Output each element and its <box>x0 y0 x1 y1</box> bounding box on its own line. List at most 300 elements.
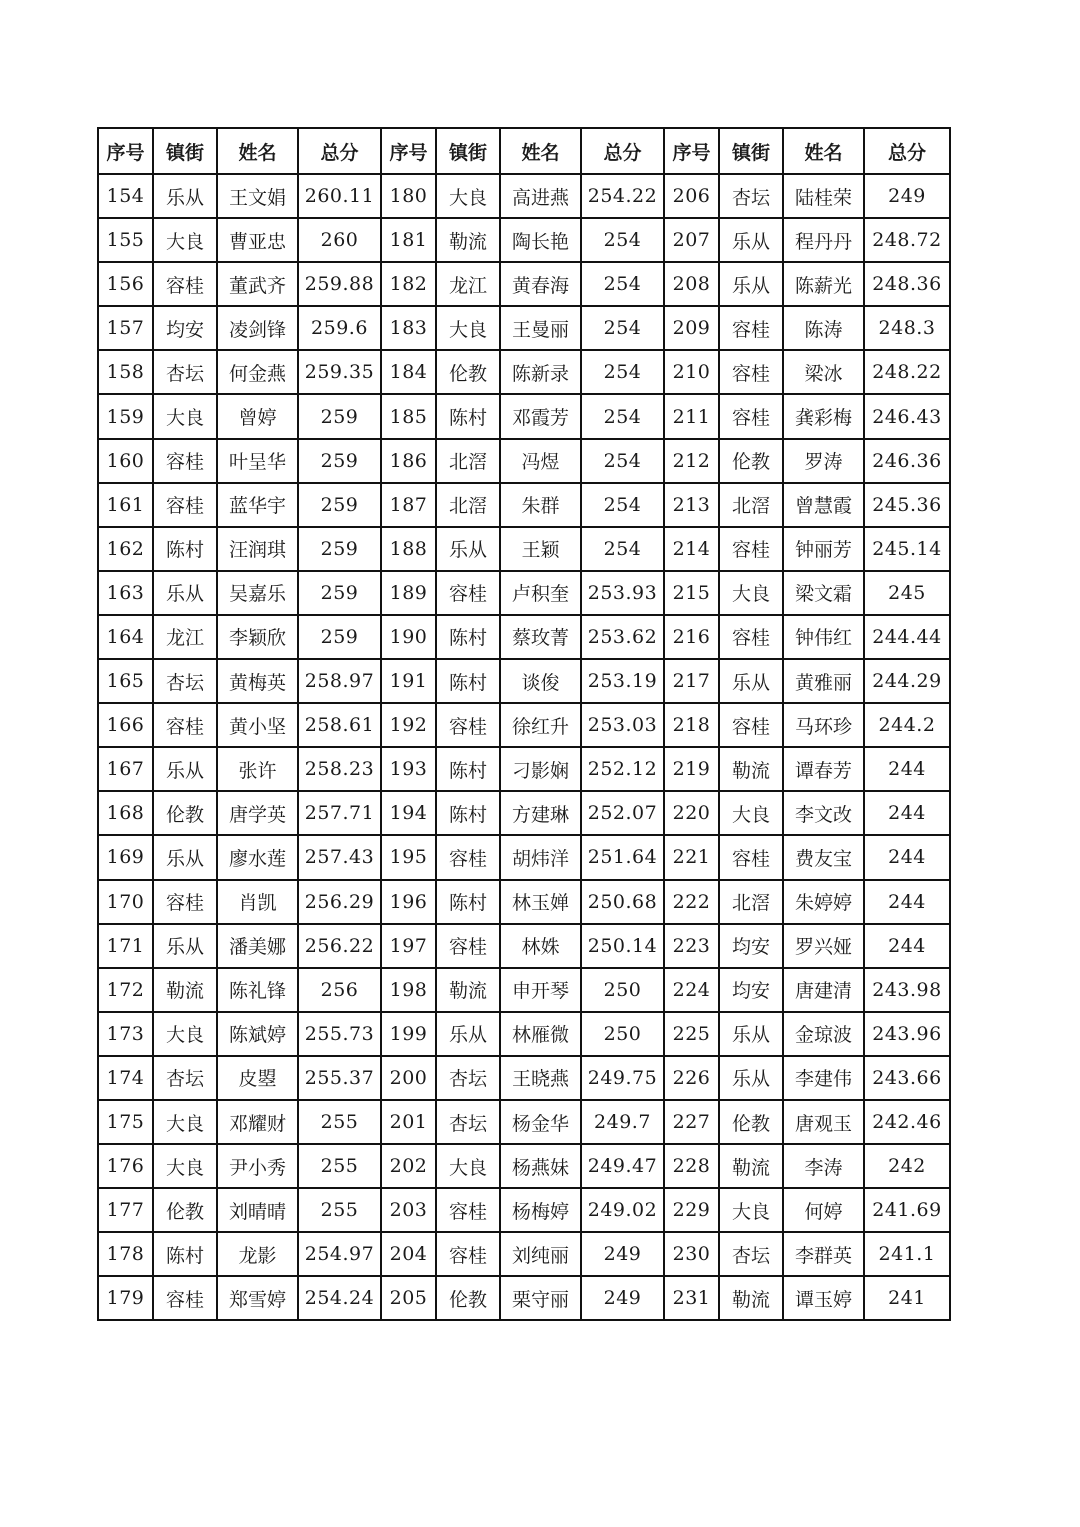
cell-seq: 221 <box>664 835 719 879</box>
table-row <box>98 394 950 438</box>
table-row <box>98 968 950 1012</box>
cell-name: 李文改 <box>783 791 864 835</box>
cell-seq: 208 <box>664 262 719 306</box>
cell-seq: 190 <box>381 615 436 659</box>
cell-seq: 179 <box>98 1276 153 1320</box>
cell-seq: 211 <box>664 394 719 438</box>
header-seq: 序号 <box>664 128 719 174</box>
cell-name: 申开琴 <box>500 968 581 1012</box>
cell-name: 曹亚忠 <box>217 218 298 262</box>
table-row <box>98 1100 950 1144</box>
cell-seq: 166 <box>98 703 153 747</box>
table-header <box>98 128 950 174</box>
header-name: 姓名 <box>217 128 298 174</box>
cell-score: 252.07 <box>581 791 664 835</box>
cell-name: 黄春海 <box>500 262 581 306</box>
cell-score: 259 <box>298 439 381 483</box>
cell-seq: 204 <box>381 1232 436 1276</box>
cell-score: 256.29 <box>298 880 381 924</box>
cell-name: 凌剑锋 <box>217 306 298 350</box>
cell-town: 陈村 <box>436 659 500 703</box>
cell-seq: 169 <box>98 835 153 879</box>
cell-name: 方建琳 <box>500 791 581 835</box>
cell-name: 林姝 <box>500 924 581 968</box>
cell-score: 243.66 <box>864 1056 950 1100</box>
cell-seq: 159 <box>98 394 153 438</box>
cell-seq: 175 <box>98 1100 153 1144</box>
cell-name: 汪润琪 <box>217 527 298 571</box>
cell-name: 唐观玉 <box>783 1100 864 1144</box>
cell-score: 253.62 <box>581 615 664 659</box>
cell-seq: 176 <box>98 1144 153 1188</box>
cell-score: 244 <box>864 924 950 968</box>
cell-score: 249.75 <box>581 1056 664 1100</box>
table-row <box>98 571 950 615</box>
cell-town: 北滘 <box>436 483 500 527</box>
cell-seq: 231 <box>664 1276 719 1320</box>
cell-seq: 224 <box>664 968 719 1012</box>
cell-town: 容桂 <box>719 703 783 747</box>
cell-seq: 171 <box>98 924 153 968</box>
table-row <box>98 615 950 659</box>
cell-seq: 167 <box>98 747 153 791</box>
cell-seq: 196 <box>381 880 436 924</box>
cell-score: 257.43 <box>298 835 381 879</box>
cell-name: 陈斌婷 <box>217 1012 298 1056</box>
table-row <box>98 1056 950 1100</box>
table-body <box>98 174 950 1320</box>
cell-score: 253.93 <box>581 571 664 615</box>
cell-town: 容桂 <box>436 1232 500 1276</box>
cell-score: 254 <box>581 483 664 527</box>
cell-name: 王颖 <box>500 527 581 571</box>
cell-name: 钟丽芳 <box>783 527 864 571</box>
cell-seq: 182 <box>381 262 436 306</box>
cell-town: 容桂 <box>436 835 500 879</box>
cell-seq: 199 <box>381 1012 436 1056</box>
cell-name: 金琼波 <box>783 1012 864 1056</box>
cell-score: 241 <box>864 1276 950 1320</box>
cell-score: 244.29 <box>864 659 950 703</box>
cell-seq: 172 <box>98 968 153 1012</box>
cell-name: 李颖欣 <box>217 615 298 659</box>
cell-score: 259 <box>298 394 381 438</box>
header-town: 镇街 <box>153 128 217 174</box>
cell-seq: 223 <box>664 924 719 968</box>
cell-score: 258.61 <box>298 703 381 747</box>
cell-town: 大良 <box>153 1012 217 1056</box>
cell-score: 244 <box>864 747 950 791</box>
cell-seq: 207 <box>664 218 719 262</box>
cell-score: 253.19 <box>581 659 664 703</box>
cell-seq: 189 <box>381 571 436 615</box>
cell-name: 吴嘉乐 <box>217 571 298 615</box>
cell-seq: 195 <box>381 835 436 879</box>
cell-name: 罗涛 <box>783 439 864 483</box>
cell-seq: 217 <box>664 659 719 703</box>
cell-seq: 200 <box>381 1056 436 1100</box>
cell-score: 250.68 <box>581 880 664 924</box>
cell-name: 高进燕 <box>500 174 581 218</box>
cell-name: 张许 <box>217 747 298 791</box>
cell-name: 蓝华宇 <box>217 483 298 527</box>
cell-town: 乐从 <box>153 747 217 791</box>
cell-score: 249 <box>581 1232 664 1276</box>
cell-seq: 165 <box>98 659 153 703</box>
cell-name: 陈新录 <box>500 350 581 394</box>
cell-seq: 154 <box>98 174 153 218</box>
cell-town: 龙江 <box>153 615 217 659</box>
table-row <box>98 835 950 879</box>
cell-score: 245 <box>864 571 950 615</box>
cell-town: 杏坛 <box>719 1232 783 1276</box>
cell-town: 乐从 <box>153 924 217 968</box>
cell-score: 255.37 <box>298 1056 381 1100</box>
cell-seq: 188 <box>381 527 436 571</box>
cell-seq: 212 <box>664 439 719 483</box>
cell-town: 伦教 <box>153 1188 217 1232</box>
cell-score: 254 <box>581 394 664 438</box>
cell-town: 勒流 <box>153 968 217 1012</box>
cell-name: 蔡玫菁 <box>500 615 581 659</box>
cell-name: 谭玉婷 <box>783 1276 864 1320</box>
cell-town: 乐从 <box>719 1012 783 1056</box>
table-row <box>98 174 950 218</box>
cell-score: 251.64 <box>581 835 664 879</box>
cell-town: 陈村 <box>436 880 500 924</box>
cell-name: 何金燕 <box>217 350 298 394</box>
cell-name: 冯煜 <box>500 439 581 483</box>
cell-score: 256.22 <box>298 924 381 968</box>
cell-seq: 170 <box>98 880 153 924</box>
cell-town: 乐从 <box>719 1056 783 1100</box>
cell-seq: 220 <box>664 791 719 835</box>
header-name: 姓名 <box>783 128 864 174</box>
cell-town: 陈村 <box>153 1232 217 1276</box>
cell-town: 容桂 <box>436 1188 500 1232</box>
cell-seq: 157 <box>98 306 153 350</box>
cell-name: 谭春芳 <box>783 747 864 791</box>
cell-name: 林雁微 <box>500 1012 581 1056</box>
cell-name: 李建伟 <box>783 1056 864 1100</box>
cell-seq: 184 <box>381 350 436 394</box>
cell-name: 程丹丹 <box>783 218 864 262</box>
cell-score: 259.35 <box>298 350 381 394</box>
cell-name: 肖凯 <box>217 880 298 924</box>
header-name: 姓名 <box>500 128 581 174</box>
cell-score: 259 <box>298 615 381 659</box>
cell-seq: 209 <box>664 306 719 350</box>
cell-town: 均安 <box>719 968 783 1012</box>
cell-seq: 203 <box>381 1188 436 1232</box>
cell-town: 陈村 <box>153 527 217 571</box>
cell-seq: 155 <box>98 218 153 262</box>
cell-town: 容桂 <box>719 306 783 350</box>
cell-town: 北滘 <box>719 483 783 527</box>
cell-name: 李群英 <box>783 1232 864 1276</box>
cell-town: 北滘 <box>719 880 783 924</box>
cell-seq: 186 <box>381 439 436 483</box>
cell-name: 黄小坚 <box>217 703 298 747</box>
cell-seq: 194 <box>381 791 436 835</box>
cell-score: 250 <box>581 1012 664 1056</box>
cell-score: 253.03 <box>581 703 664 747</box>
cell-score: 242 <box>864 1144 950 1188</box>
cell-score: 254 <box>581 350 664 394</box>
cell-seq: 174 <box>98 1056 153 1100</box>
cell-town: 均安 <box>153 306 217 350</box>
cell-score: 243.96 <box>864 1012 950 1056</box>
cell-score: 244 <box>864 835 950 879</box>
table-row <box>98 1276 950 1320</box>
cell-seq: 226 <box>664 1056 719 1100</box>
cell-name: 谈俊 <box>500 659 581 703</box>
cell-name: 栗守丽 <box>500 1276 581 1320</box>
cell-score: 259 <box>298 527 381 571</box>
cell-name: 王曼丽 <box>500 306 581 350</box>
cell-name: 尹小秀 <box>217 1144 298 1188</box>
cell-name: 林玉婵 <box>500 880 581 924</box>
cell-town: 容桂 <box>153 1276 217 1320</box>
cell-score: 243.98 <box>864 968 950 1012</box>
cell-town: 大良 <box>153 1100 217 1144</box>
table-row <box>98 1144 950 1188</box>
cell-town: 容桂 <box>719 394 783 438</box>
cell-name: 杨梅婷 <box>500 1188 581 1232</box>
cell-score: 259.88 <box>298 262 381 306</box>
table-row <box>98 791 950 835</box>
cell-name: 卢积奎 <box>500 571 581 615</box>
cell-score: 255 <box>298 1100 381 1144</box>
cell-town: 大良 <box>436 174 500 218</box>
cell-town: 乐从 <box>436 527 500 571</box>
cell-seq: 197 <box>381 924 436 968</box>
cell-seq: 181 <box>381 218 436 262</box>
cell-score: 254 <box>581 218 664 262</box>
cell-town: 容桂 <box>153 880 217 924</box>
cell-score: 241.1 <box>864 1232 950 1276</box>
cell-score: 241.69 <box>864 1188 950 1232</box>
cell-town: 大良 <box>436 306 500 350</box>
cell-name: 罗兴娅 <box>783 924 864 968</box>
cell-score: 242.46 <box>864 1100 950 1144</box>
cell-name: 龚彩梅 <box>783 394 864 438</box>
cell-score: 250.14 <box>581 924 664 968</box>
cell-seq: 215 <box>664 571 719 615</box>
cell-name: 梁文霜 <box>783 571 864 615</box>
cell-name: 唐学英 <box>217 791 298 835</box>
cell-score: 254 <box>581 262 664 306</box>
table-row <box>98 1232 950 1276</box>
cell-score: 245.14 <box>864 527 950 571</box>
cell-town: 容桂 <box>153 439 217 483</box>
cell-score: 260.11 <box>298 174 381 218</box>
table-row <box>98 880 950 924</box>
cell-town: 均安 <box>719 924 783 968</box>
cell-town: 龙江 <box>436 262 500 306</box>
cell-town: 陈村 <box>436 791 500 835</box>
cell-seq: 193 <box>381 747 436 791</box>
cell-score: 254.22 <box>581 174 664 218</box>
cell-seq: 158 <box>98 350 153 394</box>
cell-score: 248.36 <box>864 262 950 306</box>
cell-name: 朱婷婷 <box>783 880 864 924</box>
cell-town: 容桂 <box>436 571 500 615</box>
cell-town: 陈村 <box>436 615 500 659</box>
cell-town: 杏坛 <box>153 659 217 703</box>
cell-town: 伦教 <box>719 439 783 483</box>
table-row <box>98 483 950 527</box>
cell-seq: 213 <box>664 483 719 527</box>
cell-town: 容桂 <box>153 483 217 527</box>
cell-score: 248.22 <box>864 350 950 394</box>
cell-score: 257.71 <box>298 791 381 835</box>
cell-town: 伦教 <box>153 791 217 835</box>
cell-town: 容桂 <box>719 615 783 659</box>
table-row <box>98 659 950 703</box>
table-row <box>98 747 950 791</box>
cell-score: 254 <box>581 527 664 571</box>
cell-seq: 205 <box>381 1276 436 1320</box>
cell-seq: 160 <box>98 439 153 483</box>
header-town: 镇街 <box>436 128 500 174</box>
cell-name: 王文娟 <box>217 174 298 218</box>
cell-score: 248.3 <box>864 306 950 350</box>
cell-name: 马环珍 <box>783 703 864 747</box>
cell-score: 259.6 <box>298 306 381 350</box>
cell-score: 246.43 <box>864 394 950 438</box>
cell-seq: 206 <box>664 174 719 218</box>
cell-score: 258.97 <box>298 659 381 703</box>
header-seq: 序号 <box>98 128 153 174</box>
cell-name: 刘晴晴 <box>217 1188 298 1232</box>
cell-town: 陈村 <box>436 747 500 791</box>
cell-name: 黄雅丽 <box>783 659 864 703</box>
cell-score: 248.72 <box>864 218 950 262</box>
cell-seq: 185 <box>381 394 436 438</box>
cell-score: 254 <box>581 439 664 483</box>
table-row <box>98 439 950 483</box>
cell-score: 254.97 <box>298 1232 381 1276</box>
cell-town: 乐从 <box>719 218 783 262</box>
cell-name: 曾婷 <box>217 394 298 438</box>
cell-score: 249.7 <box>581 1100 664 1144</box>
cell-seq: 156 <box>98 262 153 306</box>
cell-town: 大良 <box>153 394 217 438</box>
cell-seq: 163 <box>98 571 153 615</box>
cell-town: 大良 <box>719 1188 783 1232</box>
cell-score: 254 <box>581 306 664 350</box>
cell-town: 勒流 <box>719 1276 783 1320</box>
cell-name: 杨燕妹 <box>500 1144 581 1188</box>
cell-score: 258.23 <box>298 747 381 791</box>
cell-name: 刁影娴 <box>500 747 581 791</box>
cell-town: 杏坛 <box>153 1056 217 1100</box>
table-row <box>98 218 950 262</box>
cell-town: 容桂 <box>153 703 217 747</box>
cell-town: 伦教 <box>719 1100 783 1144</box>
cell-score: 244 <box>864 791 950 835</box>
cell-name: 李涛 <box>783 1144 864 1188</box>
table-row <box>98 262 950 306</box>
cell-town: 陈村 <box>436 394 500 438</box>
cell-town: 乐从 <box>719 262 783 306</box>
cell-town: 杏坛 <box>436 1100 500 1144</box>
cell-town: 乐从 <box>153 174 217 218</box>
cell-score: 246.36 <box>864 439 950 483</box>
cell-name: 董武齐 <box>217 262 298 306</box>
cell-score: 249.02 <box>581 1188 664 1232</box>
score-table <box>97 127 951 1321</box>
table-row <box>98 306 950 350</box>
header-town: 镇街 <box>719 128 783 174</box>
cell-name: 黄梅英 <box>217 659 298 703</box>
cell-town: 勒流 <box>436 218 500 262</box>
cell-name: 陈涛 <box>783 306 864 350</box>
cell-seq: 198 <box>381 968 436 1012</box>
cell-name: 陶长艳 <box>500 218 581 262</box>
cell-seq: 225 <box>664 1012 719 1056</box>
cell-score: 254.24 <box>298 1276 381 1320</box>
table-row <box>98 1188 950 1232</box>
cell-seq: 192 <box>381 703 436 747</box>
cell-town: 容桂 <box>436 924 500 968</box>
cell-seq: 173 <box>98 1012 153 1056</box>
header-score: 总分 <box>864 128 950 174</box>
cell-name: 刘纯丽 <box>500 1232 581 1276</box>
cell-score: 256 <box>298 968 381 1012</box>
cell-seq: 177 <box>98 1188 153 1232</box>
cell-town: 大良 <box>719 791 783 835</box>
table-row <box>98 924 950 968</box>
cell-town: 伦教 <box>436 350 500 394</box>
cell-seq: 168 <box>98 791 153 835</box>
cell-town: 勒流 <box>719 747 783 791</box>
header-score: 总分 <box>298 128 381 174</box>
header-score: 总分 <box>581 128 664 174</box>
table-row <box>98 527 950 571</box>
cell-town: 容桂 <box>436 703 500 747</box>
cell-town: 大良 <box>719 571 783 615</box>
cell-name: 邓霞芳 <box>500 394 581 438</box>
cell-town: 大良 <box>153 1144 217 1188</box>
cell-seq: 219 <box>664 747 719 791</box>
cell-seq: 178 <box>98 1232 153 1276</box>
cell-seq: 227 <box>664 1100 719 1144</box>
cell-name: 陈礼锋 <box>217 968 298 1012</box>
table-row <box>98 1012 950 1056</box>
cell-score: 255 <box>298 1144 381 1188</box>
cell-name: 叶呈华 <box>217 439 298 483</box>
cell-score: 250 <box>581 968 664 1012</box>
cell-town: 容桂 <box>153 262 217 306</box>
cell-seq: 162 <box>98 527 153 571</box>
cell-name: 唐建清 <box>783 968 864 1012</box>
cell-name: 陈薪光 <box>783 262 864 306</box>
cell-seq: 229 <box>664 1188 719 1232</box>
cell-score: 249 <box>864 174 950 218</box>
cell-score: 245.36 <box>864 483 950 527</box>
cell-town: 杏坛 <box>153 350 217 394</box>
cell-score: 249 <box>581 1276 664 1320</box>
cell-score: 259 <box>298 571 381 615</box>
cell-score: 249.47 <box>581 1144 664 1188</box>
cell-town: 容桂 <box>719 527 783 571</box>
cell-name: 王晓燕 <box>500 1056 581 1100</box>
cell-name: 邓耀财 <box>217 1100 298 1144</box>
cell-name: 朱群 <box>500 483 581 527</box>
cell-name: 费友宝 <box>783 835 864 879</box>
